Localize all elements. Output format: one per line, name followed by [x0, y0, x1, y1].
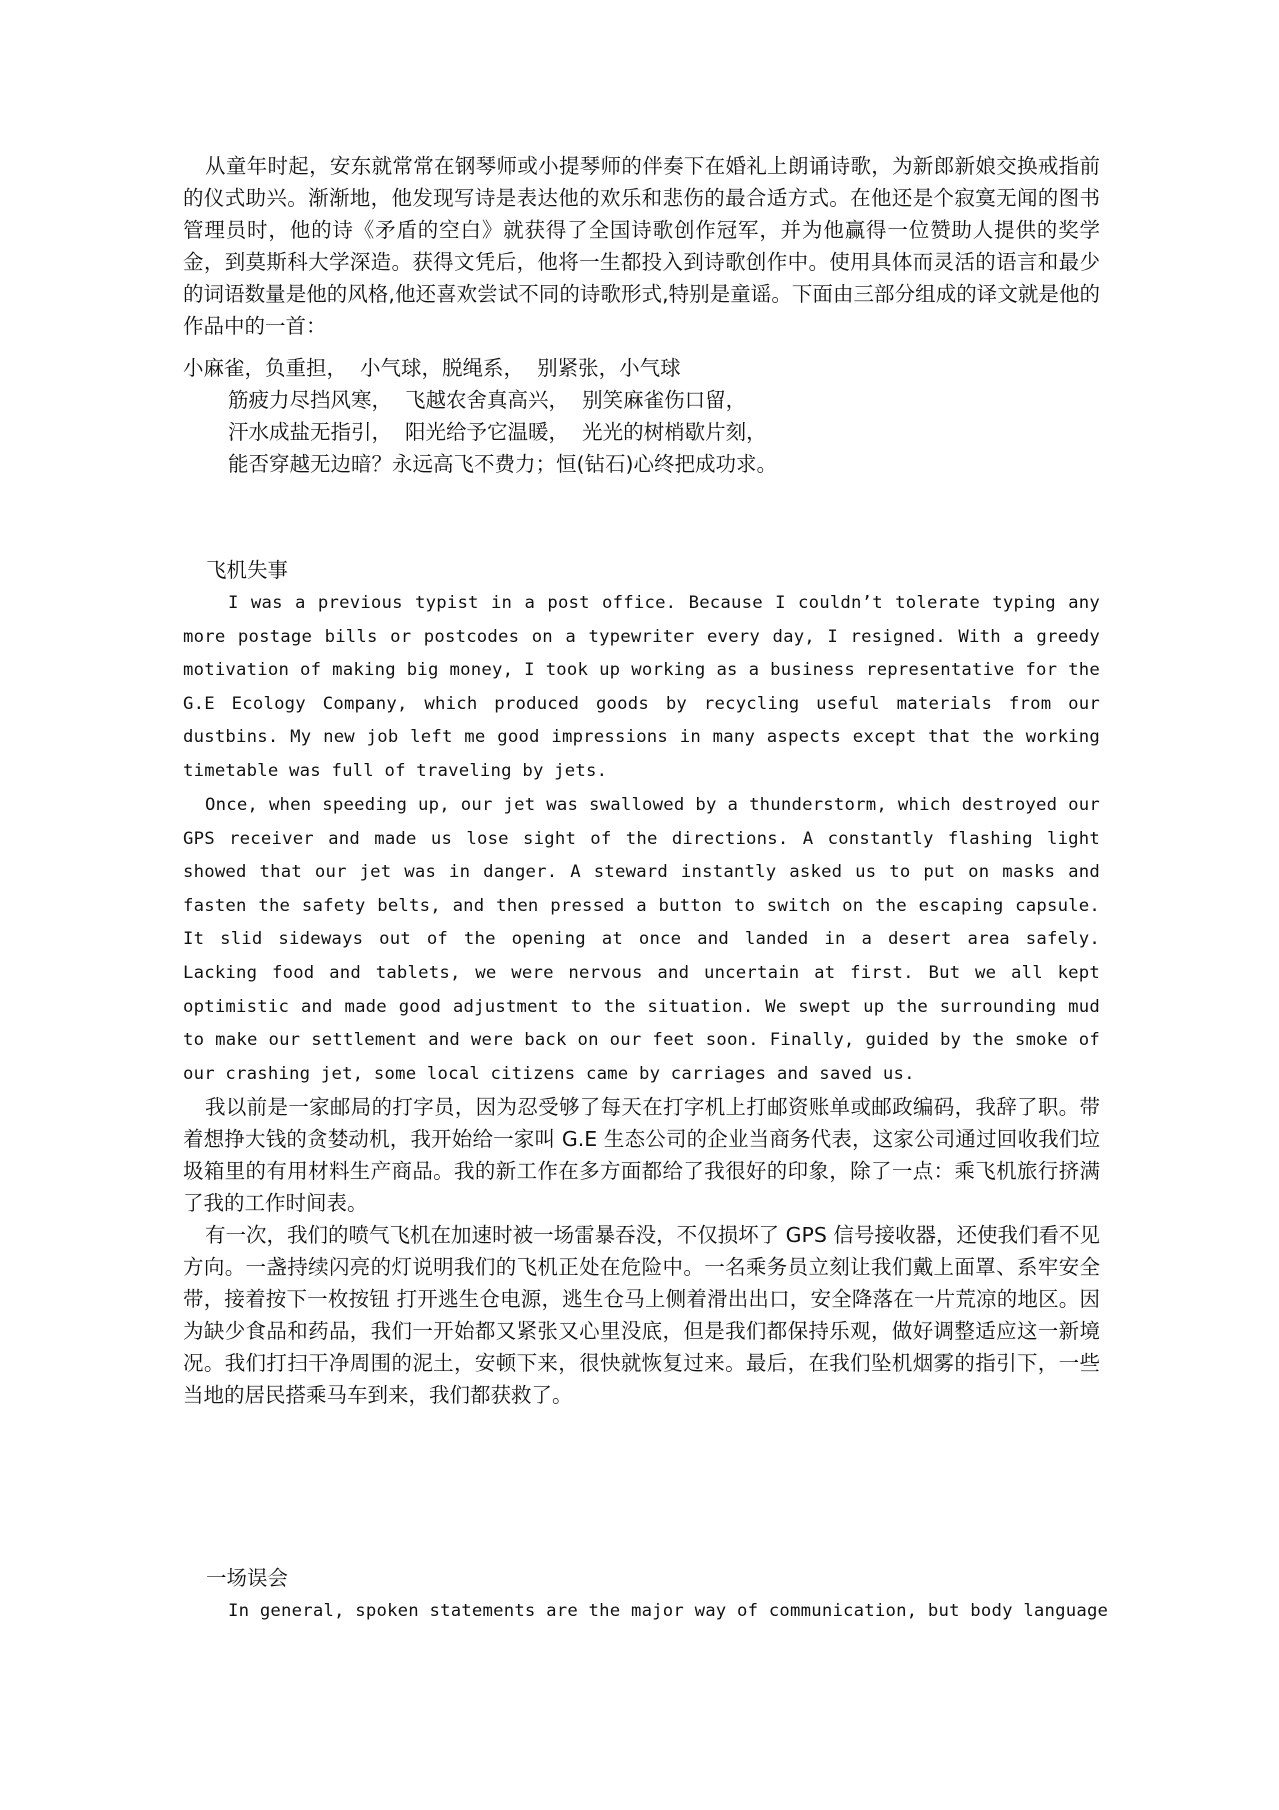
- poem-line-4: 能否穿越无边暗？永远高飞不费力；恒(钻石)心终把成功求。: [228, 452, 777, 476]
- poem-line-2: 筋疲力尽挡风寒， 飞越农舍真高兴， 别笑麻雀伤口留，: [228, 388, 747, 412]
- english-paragraph-1: I was a previous typist in a post office. Because I couldn’t tolerate typing any more postage bills or postcodes on a typewriter every day, I resigned. With a greedy motivation of making big money, I took up working as a business representative for the G.E Ecology Company, which produced goods by recycling useful materials from our dustbins. My new job left me good impressions in many aspects except that the working timetable was full of traveling by jets.: [183, 593, 1100, 781]
- section-title-misunderstanding: 一场误会: [206, 1566, 288, 1590]
- chinese-paragraph-2: 有一次，我们的喷气飞机在加速时被一场雷暴吞没，不仅损坏了 GPS 信号接收器，还使我们看不见方向。一盏持续闪亮的灯说明我们的飞机正处在危险中。一名乘务员立刻让我们戴上面罩、系牢安全带，接着按下一枚按钮 打开逃生仓电源，逃生仓马上侧着滑出出口，安全降落在一片荒凉的地区。因为缺少食品和药品，我们一开始都又紧张又心里没底，但是我们都保持乐观，做好调整适应这一新境况。我们打扫干净周围的泥土，安顿下来，很快就恢复过来。最后，在我们坠机烟雾的指引下，一些当地的居民搭乘马车到来，我们都获救了。: [183, 1223, 1100, 1407]
- poem-line-3: 汗水成盐无指引， 阳光给予它温暖， 光光的树梢歇片刻，: [228, 420, 767, 444]
- english-paragraph-2: Once, when speeding up, our jet was swallowed by a thunderstorm, which destroyed our GPS receiver and made us lose sight of the directions. A constantly flashing light showed that our jet was in danger. A steward instantly asked us to put on masks and fasten the safety belts, and then pressed a button to switch on the escaping capsule. It slid sideways out of the opening at once and landed in a desert area safely. Lacking food and tablets, we were nervous and uncertain at first. But we all kept optimistic and made good adjustment to the situation. We swept up the surrounding mud to make our settlement and were back on our feet soon. Finally, guided by the smoke of our crashing jet, some local citizens came by carriages and saved us.: [183, 795, 1100, 1084]
- english-paragraph-3: In general, spoken statements are the major way of communication, but body language: [228, 1601, 1109, 1621]
- poem-line-1: 小麻雀，负重担， 小气球，脱绳系， 别紧张，小气球: [183, 356, 681, 380]
- intro-paragraph: 从童年时起，安东就常常在钢琴师或小提琴师的伴奏下在婚礼上朗诵诗歌，为新郎新娘交换戒指前的仪式助兴。渐渐地，他发现写诗是表达他的欢乐和悲伤的最合适方式。在他还是个寂寞无闻的图书管理员时，他的诗《矛盾的空白》就获得了全国诗歌创作冠军，并为他赢得一位赞助人提供的奖学金，到莫斯科大学深造。获得文凭后，他将一生都投入到诗歌创作中。使用具体而灵活的语言和最少的词语数量是他的风格,他还喜欢尝试不同的诗歌形式,特别是童谣。下面由三部分组成的译文就是他的作品中的一首：: [183, 154, 1100, 338]
- section-title-plane-crash: 飞机失事: [206, 558, 288, 582]
- chinese-paragraph-1: 我以前是一家邮局的打字员，因为忍受够了每天在打字机上打邮资账单或邮政编码，我辞了职。带着想挣大钱的贪婪动机，我开始给一家叫 G.E 生态公司的企业当商务代表，这家公司通过回收我们垃圾箱里的有用材料生产商品。我的新工作在多方面都给了我很好的印象，除了一点：乘飞机旅行挤满了我的工作时间表。: [183, 1095, 1100, 1215]
